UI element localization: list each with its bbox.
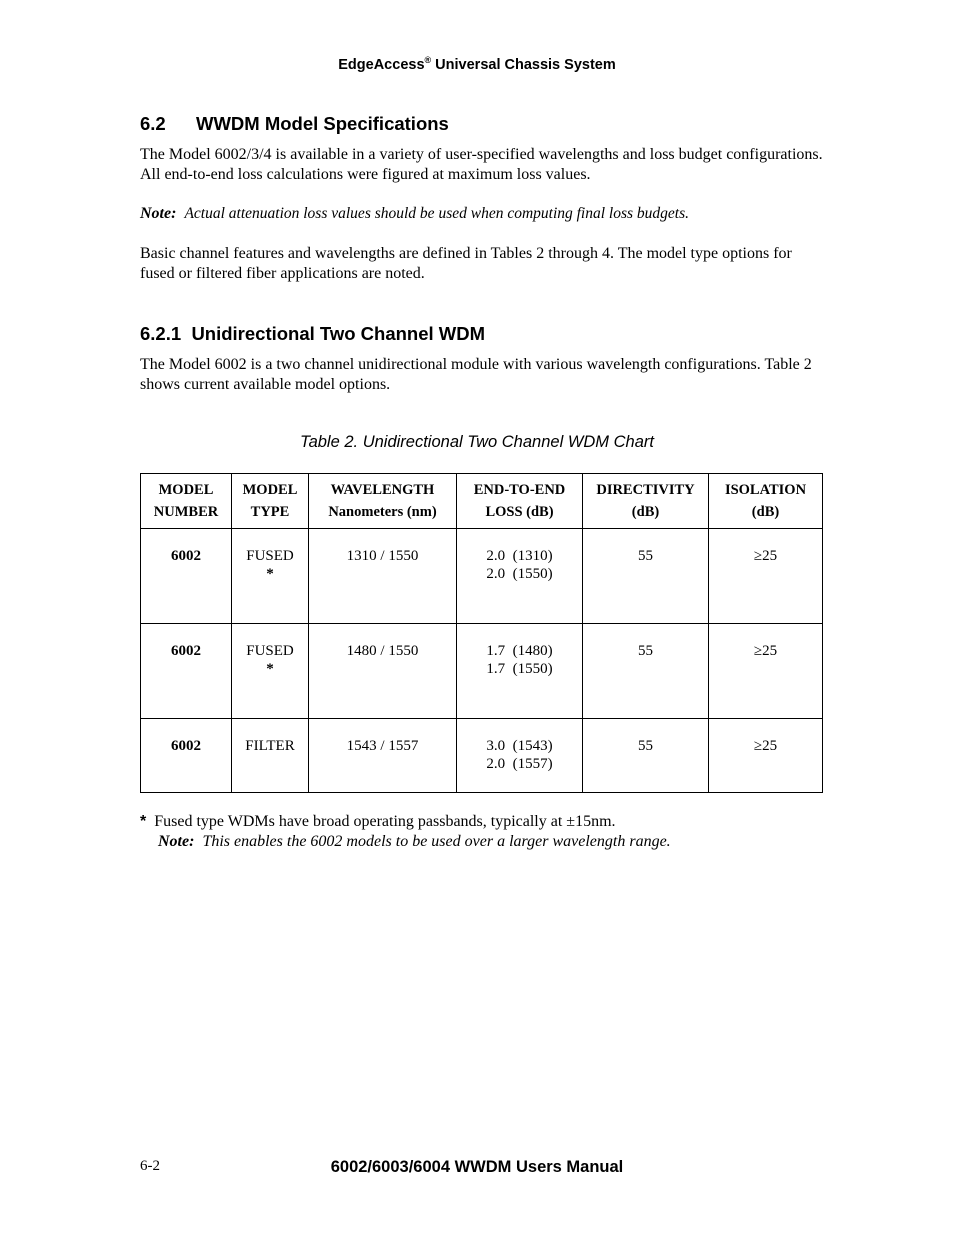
header-wavelength: WAVELENGTH Nanometers (nm) [309, 474, 457, 529]
fused-star-mark: * [266, 661, 274, 677]
cell-loss: 1.7 (1480) 1.7 (1550) [457, 624, 583, 719]
cell-loss: 2.0 (1310) 2.0 (1550) [457, 529, 583, 624]
section-number: 6.2 [140, 113, 166, 134]
wdm-chart-table [140, 473, 823, 793]
table-caption: Table 2. Unidirectional Two Channel WDM Chart [300, 433, 654, 451]
cell-wavelength: 1543 / 1557 [309, 719, 457, 793]
subsection-number: 6.2.1 [140, 323, 182, 344]
page-number: 6-2 [140, 1158, 160, 1174]
table-footnote [140, 812, 671, 852]
section-note [140, 204, 830, 224]
fused-star-mark: * [266, 566, 274, 582]
cell-type: FUSED * [232, 624, 309, 719]
cell-directivity: 55 [583, 624, 709, 719]
cell-wavelength: 1310 / 1550 [309, 529, 457, 624]
footnote-line [140, 812, 671, 832]
footnote-note-text: This enables the 6002 models to be used over a larger wavelength range. [202, 833, 671, 850]
table-row [141, 719, 823, 793]
cell-directivity: 55 [583, 529, 709, 624]
header-directivity: DIRECTIVITY (dB) [583, 474, 709, 529]
table-row [141, 624, 823, 719]
cell-isolation: ≥25 [709, 529, 823, 624]
footnote-text: Fused type WDMs have broad operating passbands, typically at ±15nm. [154, 813, 616, 830]
running-header [0, 55, 954, 73]
header-loss: END-TO-END LOSS (dB) [457, 474, 583, 529]
section-paragraph-2: Basic channel features and wavelengths are defined in Tables 2 through 4. The model type options for fused or filtered fiber applications are noted. [140, 245, 792, 282]
cell-loss: 3.0 (1543) 2.0 (1557) [457, 719, 583, 793]
table-header-row [141, 474, 823, 529]
cell-isolation: ≥25 [709, 719, 823, 793]
header-title-main: EdgeAccess [338, 57, 425, 73]
cell-directivity: 55 [583, 719, 709, 793]
cell-type: FUSED * [232, 529, 309, 624]
footer-title: 6002/6003/6004 WWDM Users Manual [330, 1158, 624, 1176]
subsection-title: Unidirectional Two Channel WDM [191, 323, 486, 344]
cell-model: 6002 [141, 529, 232, 624]
header-model-type: MODEL TYPE [232, 474, 309, 529]
table-row [141, 529, 823, 624]
header-model-number: MODEL NUMBER [141, 474, 232, 529]
registered-mark: ® [424, 55, 432, 65]
note-label: Note: [140, 205, 177, 222]
subsection-heading [140, 323, 485, 345]
cell-wavelength: 1480 / 1550 [309, 624, 457, 719]
footnote-star-mark: * [140, 813, 147, 830]
cell-model: 6002 [141, 719, 232, 793]
subsection-paragraph: The Model 6002 is a two channel unidirectional module with various wavelength configurations. Table 2 shows current available model options. [140, 356, 812, 393]
cell-type: FILTER [232, 719, 309, 793]
cell-isolation: ≥25 [709, 624, 823, 719]
section-paragraph-1: The Model 6002/3/4 is available in a variety of user-specified wavelengths and loss budget configurations. All end-to-end loss calculations were figured at maximum loss values. [140, 146, 823, 183]
note-text: Actual attenuation loss values should be used when computing final loss budgets. [184, 205, 690, 222]
footnote-note [140, 832, 671, 852]
section-title: WWDM Model Specifications [196, 113, 449, 134]
cell-model: 6002 [141, 624, 232, 719]
header-isolation: ISOLATION (dB) [709, 474, 823, 529]
header-title-rest: Universal Chassis System [431, 57, 616, 73]
section-heading [140, 113, 449, 135]
footnote-note-label: Note: [158, 833, 195, 850]
